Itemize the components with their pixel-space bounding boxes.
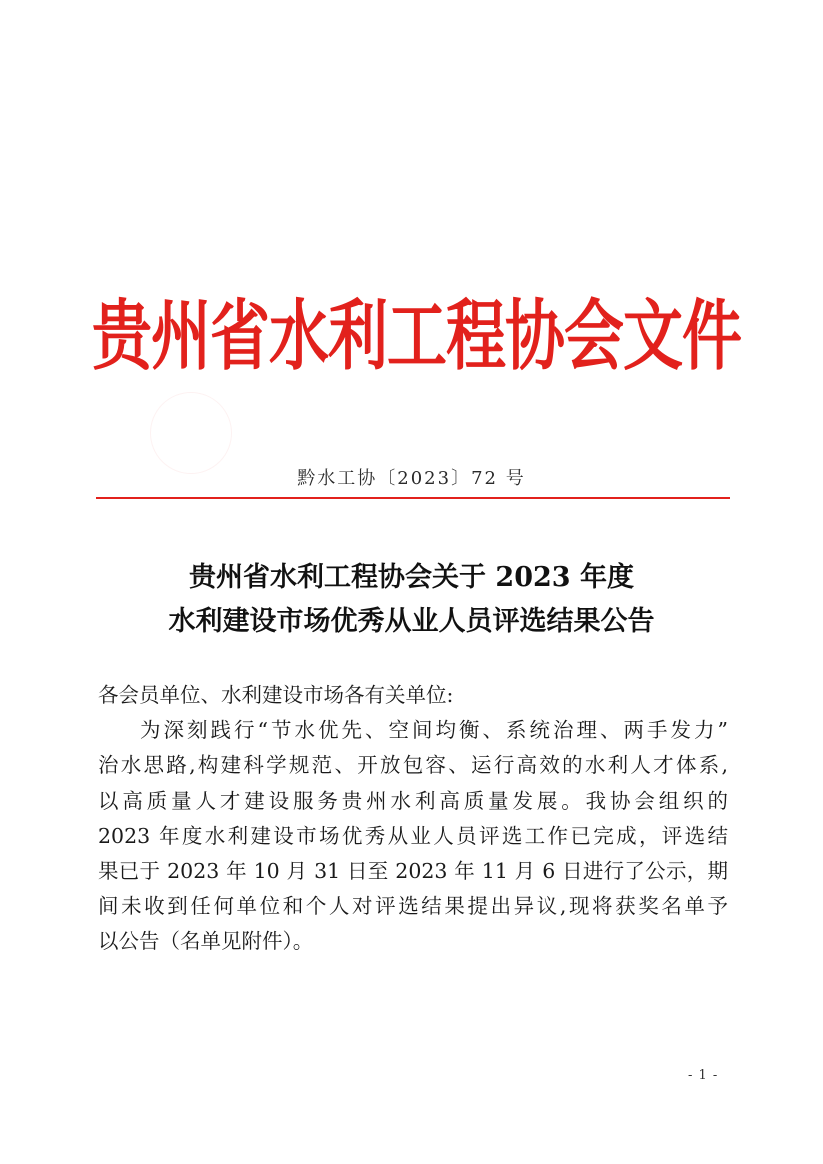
notice-title bbox=[0, 556, 823, 644]
page-number: - 1 - bbox=[688, 1068, 719, 1083]
paragraph-line: 为深刻践行“节水优先、空间均衡、系统治理、两手发力” bbox=[140, 718, 728, 743]
paragraph-line: 果已于 2023 年 10 月 31 日至 2023 年 11 月 6 日进行了公示，期 bbox=[98, 859, 728, 884]
paragraph-line: 以公告（名单见附件）。 bbox=[98, 929, 314, 954]
notice-body bbox=[98, 678, 728, 960]
paragraph-line: 间未收到任何单位和个人对评选结果提出异议,现将获奖名单予 bbox=[98, 894, 728, 919]
notice-title-line-1: 贵州省水利工程协会关于 2023 年度 bbox=[189, 562, 634, 593]
paragraph-line: 2023 年度水利建设市场优秀从业人员评选工作已完成，评选结 bbox=[98, 823, 728, 848]
document-number: 黔水工协〔2023〕72 号 bbox=[297, 468, 526, 489]
salutation: 各会员单位、水利建设市场各有关单位: bbox=[98, 683, 454, 707]
paragraph-line: 以高质量人才建设服务贵州水利高质量发展。我协会组织的 bbox=[98, 788, 728, 813]
paragraph-line: 治水思路,构建科学规范、开放包容、运行高效的水利人才体系, bbox=[98, 753, 728, 778]
notice-title-line-2: 水利建设市场优秀从业人员评选结果公告 bbox=[168, 606, 655, 637]
red-separator-line bbox=[96, 497, 730, 499]
body-paragraph bbox=[98, 713, 728, 959]
issuer-header-title: 贵州省水利工程协会文件 bbox=[92, 292, 741, 382]
